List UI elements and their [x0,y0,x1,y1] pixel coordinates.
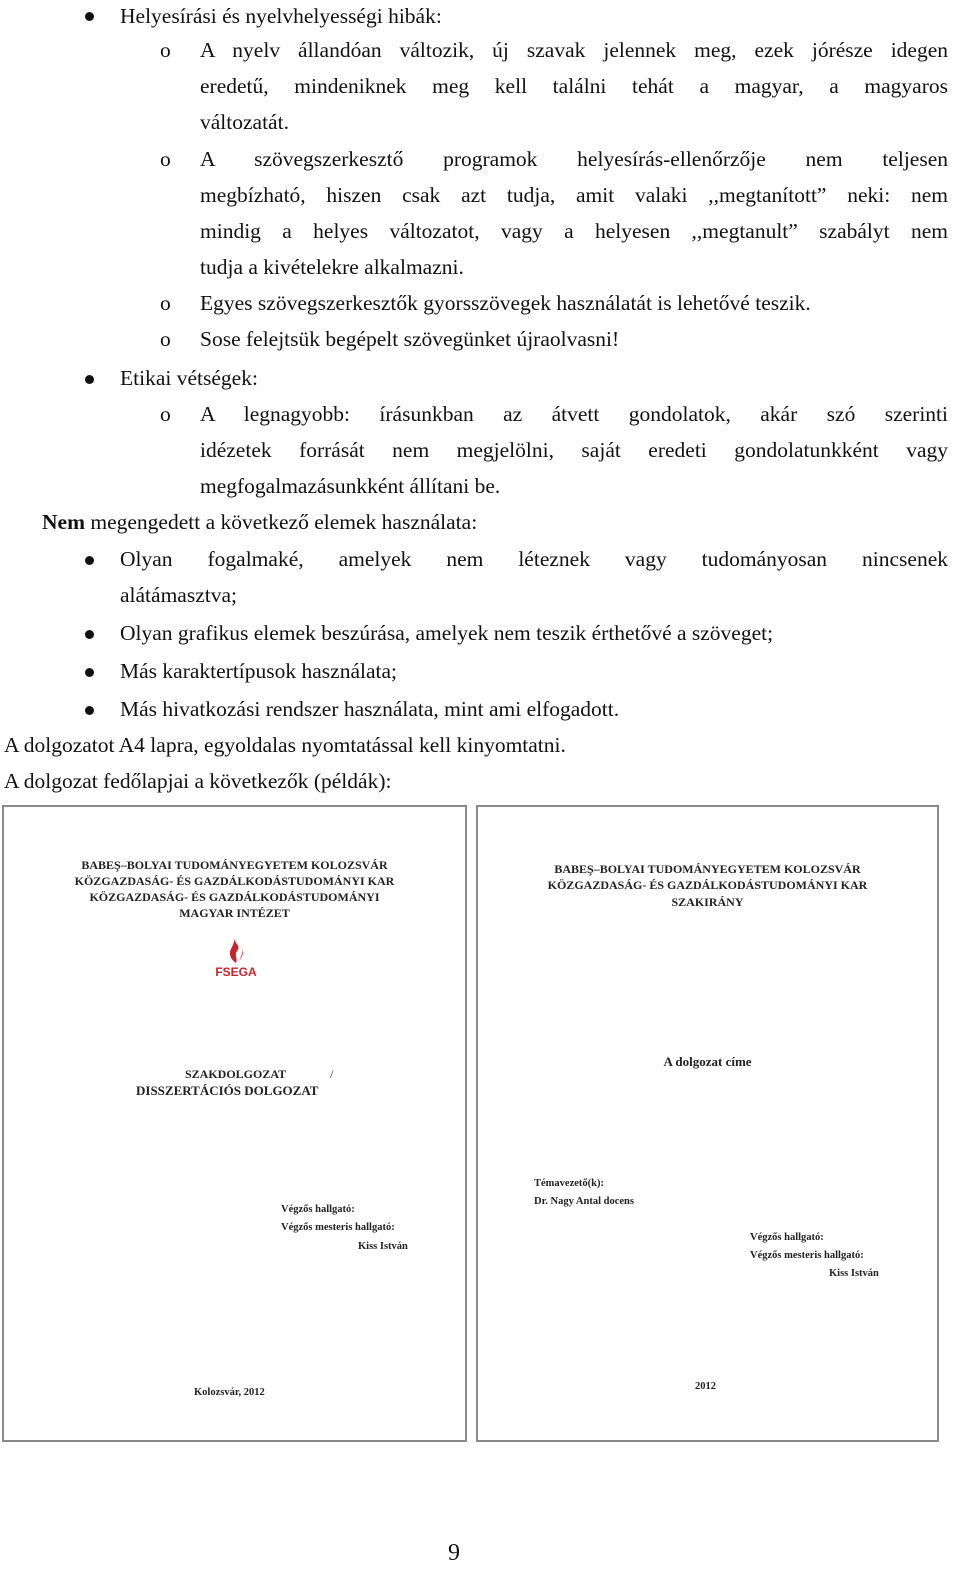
cover-specialization: SZAKIRÁNY [671,895,744,909]
list-subitem-line: eredetű, mindeniknek meg kell találni tehát a magyar, a magyaros [200,74,948,98]
list-subitem-line: A legnagyobb: írásunkban az átvett gondolatok, akár szó szerinti [200,402,948,426]
student-label: Végzős mesteris hallgató: [750,1250,864,1261]
year: 2012 [695,1381,716,1392]
list-subitem-line: megfogalmazásunkként állítani be. [200,474,501,498]
cover-page-example-2 [476,805,939,1442]
list-item-line: alátámasztva; [120,583,237,607]
student-name: Kiss István [358,1241,408,1252]
cover-page-example-1 [2,805,467,1442]
cover-faculty: KÖZGAZDASÁG- ÉS GAZDÁLKODÁSTUDOMÁNYI KAR [547,878,868,892]
advisor-label: Témavezető(k): [534,1178,604,1189]
list-item-heading: Etikai vétségek: [120,366,258,390]
student-label: Végzős mesteris hallgató: [281,1222,395,1233]
bullet [85,12,94,21]
list-subitem-line: Egyes szövegszerkesztők gyorsszövegek használatát is lehetővé teszik. [200,291,811,315]
advisor-name: Dr. Nagy Antal docens [534,1196,634,1207]
emphasis-bold: Nem [42,510,85,534]
list-subitem-line: megbízható, hiszen csak azt tudja, amit valaki ,,megtanított” neki: nem [200,183,948,207]
cover-university: BABEŞ–BOLYAI TUDOMÁNYEGYETEM KOLOZSVÁR [554,862,861,876]
bullet [85,706,94,715]
list-subitem-line: idézetek forrását nem megjelölni, saját eredeti gondolatunkként vagy [200,438,948,462]
sub-bullet: o [160,147,171,171]
paragraph: A dolgozat fedőlapjai a következők (példák): [4,769,392,793]
page-number: 9 [448,1540,460,1566]
place-year: Kolozsvár, 2012 [194,1387,265,1398]
fsega-logo [212,935,260,985]
cover-university: BABEŞ–BOLYAI TUDOMÁNYEGYETEM KOLOZSVÁR [81,858,388,872]
thesis-title: A dolgozat címe [663,1054,752,1069]
list-item-line: Olyan grafikus elemek beszúrása, amelyek nem teszik érthetővé a szöveget; [120,621,774,645]
list-subitem-line: Sose felejtsük begépelt szövegünket újraolvasni! [200,327,620,351]
student-label: Végzős hallgató: [281,1204,355,1215]
bullet [85,668,94,677]
bullet [85,556,94,565]
sub-bullet: o [160,402,171,426]
student-label: Végzős hallgató: [750,1232,824,1243]
bullet [85,630,94,639]
list-subitem-line: változatát. [200,110,289,134]
paragraph: A dolgozatot A4 lapra, egyoldalas nyomtatással kell kinyomtatni. [4,733,566,757]
thesis-type: DISSZERTÁCIÓS DOLGOZAT [136,1083,319,1098]
sub-bullet: o [160,38,171,62]
list-item-line: Más karaktertípusok használata; [120,659,398,683]
student-name: Kiss István [829,1268,879,1279]
list-subitem-line: mindig a helyes változatot, vagy a helyesen ,,megtanult” szabályt nem [200,219,948,243]
logo-text: FSEGA [215,965,257,979]
list-item-heading: Helyesírási és nyelvhelyességi hibák: [120,4,442,28]
list-subitem-line: tudja a kivételekre alkalmazni. [200,255,464,279]
cover-department: KÖZGAZDASÁG- ÉS GAZDÁLKODÁSTUDOMÁNYI [89,890,380,904]
list-subitem-line: A szövegszerkesztő programok helyesírás-ellenőrzője nem teljesen [200,147,948,171]
bullet [85,375,94,384]
sub-bullet: o [160,327,171,351]
cover-institute: MAGYAR INTÉZET [179,906,290,920]
thesis-type: SZAKDOLGOZAT [185,1067,287,1081]
flame-icon [212,935,260,965]
thesis-type-separator: / [330,1067,334,1081]
cover-faculty: KÖZGAZDASÁG- ÉS GAZDÁLKODÁSTUDOMÁNYI KAR [74,874,395,888]
list-item-line: Más hivatkozási rendszer használata, mint ami elfogadott. [120,697,620,721]
sub-bullet: o [160,291,171,315]
paragraph-text: megengedett a következő elemek használata: [84,510,478,534]
list-item-line: Olyan fogalmaké, amelyek nem léteznek vagy tudományosan nincsenek [120,547,948,571]
list-subitem-line: A nyelv állandóan változik, új szavak jelennek meg, ezek jórésze idegen [200,38,948,62]
paragraph [42,508,477,536]
